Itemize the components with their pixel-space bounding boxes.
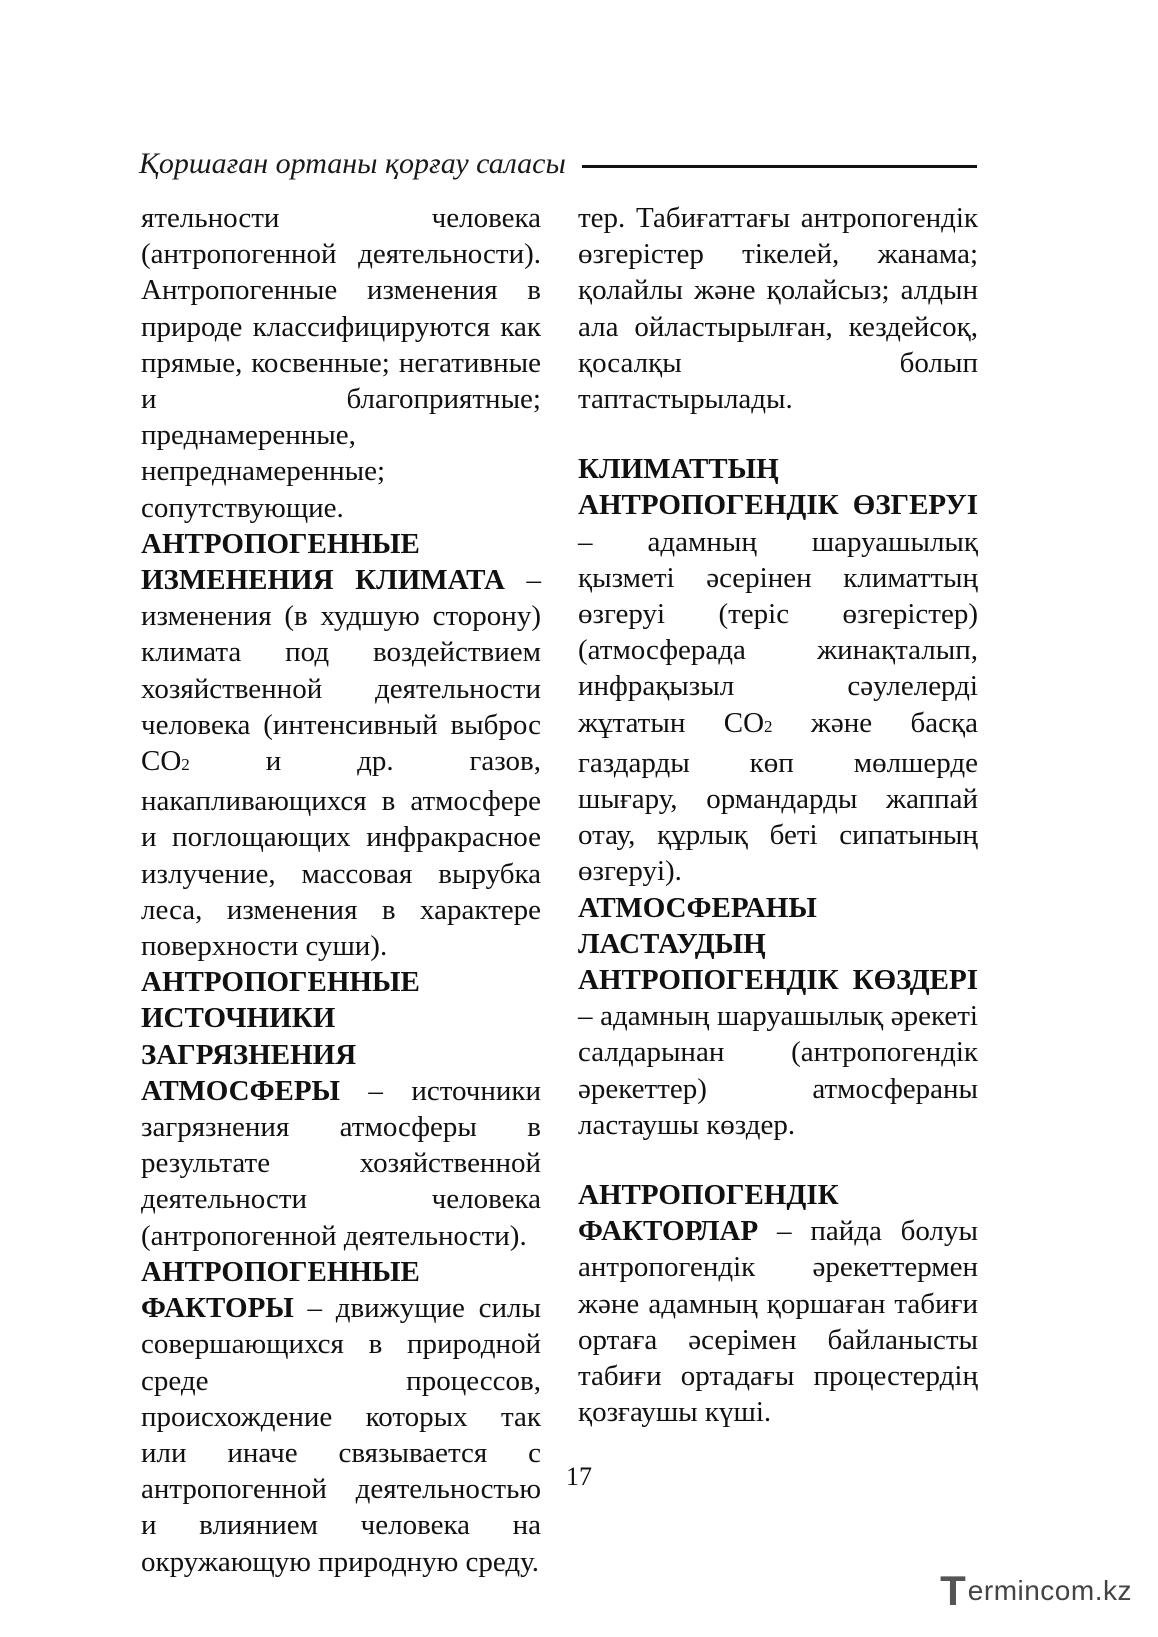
subscript: 2	[181, 755, 190, 775]
entry-term: АТМОСФЕРАНЫ ЛАСТАУДЫҢ АНТРОПОГЕНДІК КӨЗДЕРІ	[578, 891, 978, 997]
continued-paragraph: тер. Табиғаттағы антропогендік өзгерістер тікелей, жанама; қолайлы және қолайсыз; алдын ала ойластырылған, кездейсоқ, қосалқы болып таптастырылады.	[578, 202, 978, 416]
continued-paragraph: ятельности человека (антропогенной деятельности). Антропогенные изменения в природе классифицируются как прямые, косвенные; негативные и благоприятные; преднамеренные, непреднамеренные; сопутствующие.	[141, 202, 541, 524]
entry-term: АНТРОПОГЕНДІК ФАКТОРЛАР	[578, 1179, 839, 1248]
glossary-entry	[141, 526, 541, 964]
entry-definition: – источники загрязнения атмосферы в результате хозяйственной деятельности человека (антропогенной деятельности).	[141, 1074, 541, 1252]
entry-term: АНТРОПОГЕННЫЕ ФАКТОРЫ	[141, 1255, 420, 1325]
logo-text: ermincom.kz	[967, 1575, 1132, 1606]
spacer	[578, 417, 978, 451]
header-rule	[582, 165, 977, 168]
entry-definition: – пайда болуы антропогендік әрекеттермен және адамның қоршаған табиғи ортаға әсерімен байланысты табиғи ортадағы процестердің қозғаушы күші.	[578, 1215, 978, 1429]
glossary-entry	[141, 1254, 541, 1580]
entry-definition: – адамның шаруашылық әрекеті салдарынан (антропогендік әрекеттер) атмосфераны ластаушы көздер.	[578, 1000, 978, 1141]
running-header	[139, 142, 977, 186]
glossary-entry	[578, 1177, 978, 1430]
entry-term: КЛИМАТТЫҢ АНТРОПОГЕНДІК ӨЗГЕРУІ	[578, 453, 978, 522]
page-number: 17	[566, 1462, 592, 1491]
left-column	[141, 200, 541, 1580]
logo-mark: T	[940, 1567, 966, 1614]
spacer	[578, 1143, 978, 1177]
entry-term: АНТРОПОГЕННЫЕ ИСТОЧНИКИ ЗАГРЯЗНЕНИЯ АТМОСФЕРЫ	[141, 966, 420, 1107]
entry-definition: – изменения (в худшую сторону) климата под воздействием хозяйственной деятельности человека (интенсивный выброс СО	[141, 564, 541, 778]
entry-term: АНТРОПОГЕННЫЕ ИЗМЕНЕНИЯ КЛИМАТА	[141, 527, 505, 597]
subscript: 2	[764, 716, 773, 736]
entry-definition: – движущие силы совершающихся в природной среде процессов, происхождение которых так или иначе связывается с антропогенной деятельностью и влиянием человека на окружающую природную среду.	[141, 1292, 541, 1578]
entry-definition-end: және басқа газдарды көп мөлшерде шығару, ормандарды жаппай отау, құрлық беті сипатының өзгеруі).	[578, 706, 978, 888]
right-column	[578, 200, 978, 1431]
site-watermark-logo	[922, 1567, 1132, 1614]
running-header-title: Қоршаған ортаны қорғау саласы	[139, 147, 566, 180]
glossary-entry	[141, 964, 541, 1254]
glossary-entry	[578, 451, 978, 889]
glossary-entry	[578, 890, 978, 1143]
entry-definition-end: и др. газов, накапливающихся в атмосфере и поглощающих инфракрасное излучение, массовая вырубка леса, изменения в характере поверхности суши).	[141, 745, 541, 963]
entry-definition: – адамның шаруашылық қызметі әсерінен климаттың өзгеруі (теріс өзгерістер) (атмосферада жинақталып, инфрақызыл сәулелерді жұтатын СО	[578, 525, 978, 739]
